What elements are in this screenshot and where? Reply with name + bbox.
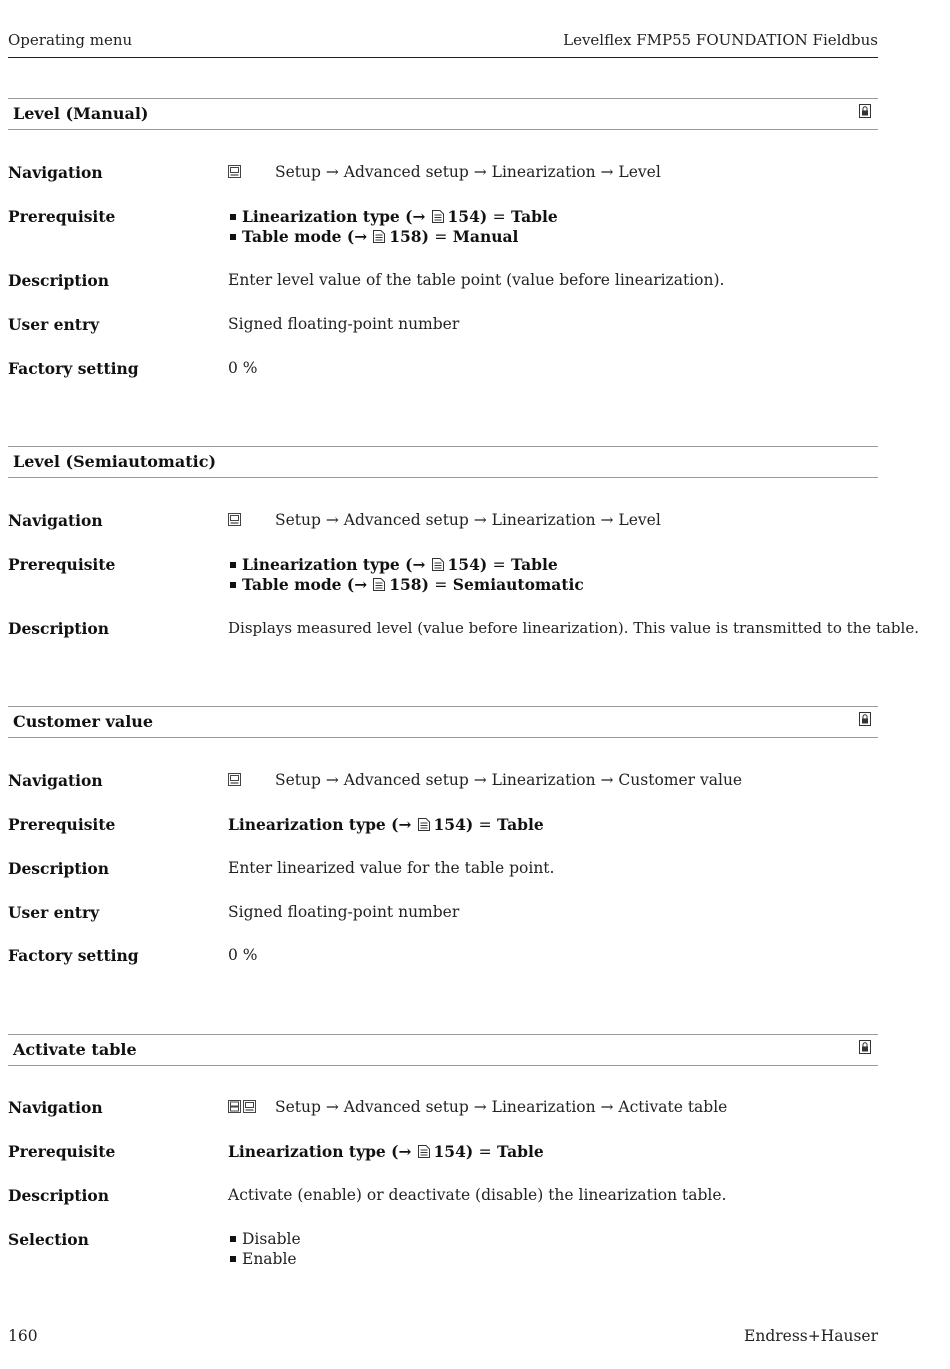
navigation-label: Navigation [8, 1098, 103, 1117]
display-icon [228, 513, 241, 526]
header-product-name: Levelflex FMP55 FOUNDATION Fieldbus [563, 31, 878, 49]
navigation-icons [228, 163, 243, 181]
prerequisite-label: Prerequisite [8, 207, 116, 226]
prerequisite-item [228, 1142, 544, 1161]
document-page-icon [432, 210, 444, 223]
description-text: Displays measured level (value before linearization). This value is transmitted to the table. [228, 619, 919, 637]
page-reference[interactable]: 154) [447, 555, 488, 574]
document-page-icon [373, 230, 385, 243]
prerequisite-param: Linearization type (→ [242, 555, 426, 574]
prerequisite-item [230, 575, 584, 594]
description-label: Description [8, 859, 110, 878]
prerequisite-value: Table [497, 815, 544, 834]
document-page-icon [432, 558, 444, 571]
selection-label: Selection [8, 1230, 89, 1249]
factory-setting-value: 0 % [228, 946, 258, 964]
navigation-label: Navigation [8, 511, 103, 530]
prerequisite-value: Manual [452, 227, 519, 246]
selection-option-enable: Enable [242, 1250, 297, 1268]
page-reference[interactable]: 158) [389, 227, 429, 246]
bullet-icon [230, 562, 236, 568]
section-header-customer-value [8, 706, 878, 738]
description-text: Enter level value of the table point (value before linearization). [228, 271, 725, 289]
bullet-icon [230, 1236, 236, 1242]
navigation-icons [228, 1098, 258, 1116]
selection-option [230, 1230, 301, 1248]
user-entry-value: Signed floating-point number [228, 315, 460, 333]
description-label: Description [8, 619, 110, 638]
lock-icon [859, 1040, 871, 1054]
section-title: Customer value [13, 712, 154, 731]
equals-sign: = [492, 556, 506, 574]
lock-icon [859, 104, 871, 118]
header-section-name: Operating menu [8, 31, 133, 49]
header-divider [8, 57, 878, 58]
prerequisite-item [230, 227, 518, 246]
prerequisite-value: Table [497, 1142, 544, 1161]
prerequisite-param: Table mode (→ [242, 575, 368, 594]
navigation-label: Navigation [8, 771, 103, 790]
section-header-activate-table [8, 1034, 878, 1066]
equals-sign: = [478, 816, 492, 834]
factory-setting-label: Factory setting [8, 359, 139, 378]
section-title: Level (Manual) [13, 104, 149, 123]
description-text: Enter linearized value for the table point. [228, 859, 555, 877]
description-label: Description [8, 1186, 110, 1205]
prerequisite-item [230, 207, 558, 226]
display-icon [228, 165, 241, 178]
prerequisite-param: Linearization type (→ [242, 207, 426, 226]
bullet-icon [230, 234, 236, 240]
display-icon [228, 773, 241, 786]
page-reference[interactable]: 154) [447, 207, 488, 226]
operating-tool-icon [228, 1100, 241, 1113]
description-text: Activate (enable) or deactivate (disable) the linearization table. [228, 1186, 727, 1204]
navigation-icons [228, 511, 243, 529]
navigation-icons [228, 771, 243, 789]
document-page-icon [373, 578, 385, 591]
page-reference[interactable]: 154) [433, 1142, 474, 1161]
navigation-path: Setup → Advanced setup → Linearization → Activate table [275, 1098, 728, 1116]
bullet-icon [230, 1256, 236, 1262]
prerequisite-label: Prerequisite [8, 555, 116, 574]
prerequisite-label: Prerequisite [8, 1142, 116, 1161]
page-number: 160 [8, 1327, 38, 1345]
prerequisite-item [230, 555, 558, 574]
selection-option [230, 1250, 297, 1268]
document-page-icon [418, 1145, 430, 1158]
display-icon [243, 1100, 256, 1113]
page-reference[interactable]: 154) [433, 815, 474, 834]
selection-option-disable: Disable [242, 1230, 301, 1248]
prerequisite-param: Linearization type (→ [228, 1142, 412, 1161]
lock-icon [859, 712, 871, 726]
page-reference[interactable]: 158) [389, 575, 429, 594]
prerequisite-param: Table mode (→ [242, 227, 368, 246]
navigation-label: Navigation [8, 163, 103, 182]
description-label: Description [8, 271, 110, 290]
user-entry-value: Signed floating-point number [228, 903, 460, 921]
navigation-path: Setup → Advanced setup → Linearization → Level [275, 163, 661, 181]
factory-setting-value: 0 % [228, 359, 258, 377]
prerequisite-item [228, 815, 544, 834]
bullet-icon [230, 214, 236, 220]
page-header [8, 31, 878, 51]
equals-sign: = [478, 1143, 492, 1161]
prerequisite-value: Table [511, 555, 558, 574]
user-entry-label: User entry [8, 903, 100, 922]
section-header-level-manual [8, 98, 878, 130]
prerequisite-value: Table [511, 207, 558, 226]
section-header-level-semiautomatic [8, 446, 878, 478]
document-page-icon [418, 818, 430, 831]
brand-name: Endress+Hauser [744, 1327, 878, 1345]
navigation-path: Setup → Advanced setup → Linearization → Level [275, 511, 661, 529]
factory-setting-label: Factory setting [8, 946, 139, 965]
section-title: Activate table [13, 1040, 137, 1059]
prerequisite-value: Semiautomatic [452, 575, 584, 594]
equals-sign: = [434, 228, 448, 246]
navigation-path: Setup → Advanced setup → Linearization → Customer value [275, 771, 743, 789]
section-title: Level (Semiautomatic) [13, 452, 217, 471]
bullet-icon [230, 582, 236, 588]
prerequisite-param: Linearization type (→ [228, 815, 412, 834]
equals-sign: = [492, 208, 506, 226]
equals-sign: = [434, 576, 448, 594]
prerequisite-label: Prerequisite [8, 815, 116, 834]
user-entry-label: User entry [8, 315, 100, 334]
